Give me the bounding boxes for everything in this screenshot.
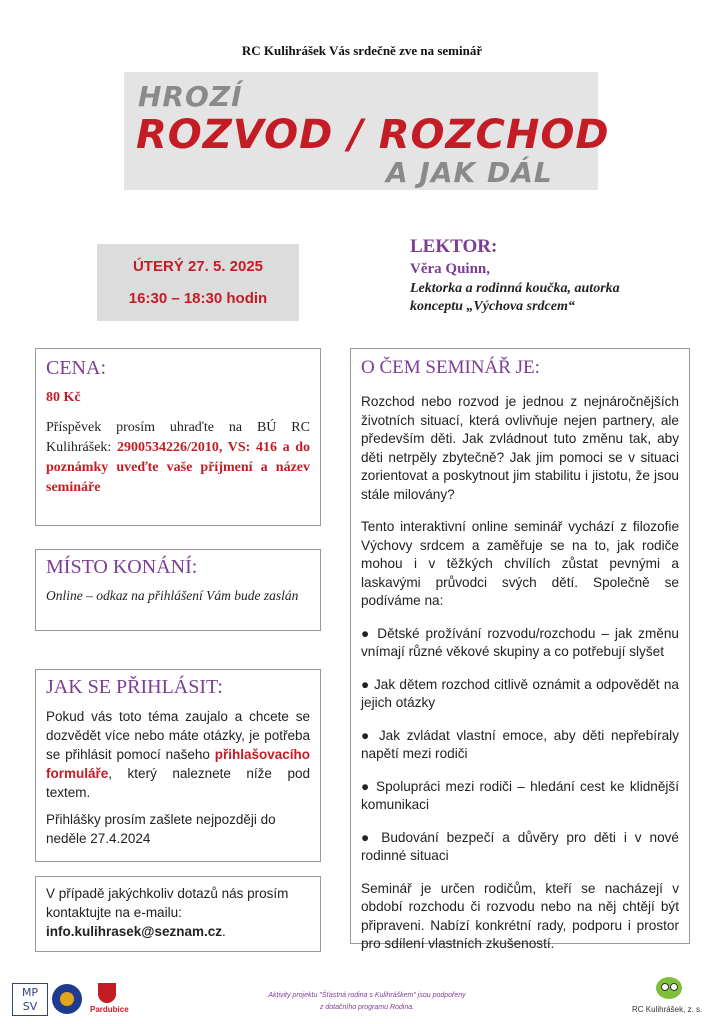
org-name: RC Kulihrášek, z. s.	[632, 1005, 703, 1014]
price-amount: 80 Kč	[46, 390, 81, 405]
signup-box	[35, 669, 321, 862]
about-bullet-4: ● Spolupráci mezi rodiči – hledání cest ke klidnější komunikaci	[361, 778, 679, 812]
payment-info	[46, 418, 310, 498]
lecturer-heading: LEKTOR:	[410, 236, 498, 257]
about-bullet-1: ● Dětské prožívání rozvodu/rozchodu – jak změnu vnímají různé věkové skupiny a co potřebují slyšet	[361, 625, 679, 659]
signup-deadline: Přihlášky prosím zašlete nejpozději do neděle 27.4.2024	[46, 812, 276, 846]
title-banner	[124, 72, 610, 190]
payment-text: Příspěvek prosím uhraďte na BÚ RC Kulihrášek:	[46, 420, 310, 455]
lecturer-desc-line-1: Lektorka a rodinná koučka, autorka	[410, 281, 620, 296]
bank-account: 2900534226/2010, VS: 416 a do poznámky uveďte vaše příjmení a název semináře	[46, 440, 311, 495]
about-box	[350, 348, 690, 951]
signup-text-end: , který naleznete níže pod textem.	[46, 766, 310, 800]
about-paragraph-3: Seminář je určen rodičům, kteří se nacházejí v období rozchodu či rozvodu nebo na něj chtějí být připraveni. Nabízí konkrétní rady, podporu i prostor pro sdílení vlastních zkušeností.	[361, 880, 679, 951]
contact-email[interactable]: info.kulihrasek@seznam.cz	[46, 924, 222, 939]
contact-text: V případě jakýchkoliv dotazů nás prosím kontaktujte na e-mailu:	[46, 886, 289, 920]
signup-text	[46, 707, 310, 802]
funding-note-line-1: Aktivity projektu "Šťastná rodina s Kulihráškem" jsou podpořeny	[268, 992, 466, 999]
kulihrasek-mascot-icon	[652, 973, 686, 1003]
contact-period: .	[221, 924, 226, 939]
signup-text-start: Pokud vás toto téma zaujalo a chcete se dozvědět více nebo máte otázky, je potřeba se přihlásit pomocí našeho	[46, 709, 310, 762]
family-emblem-logo	[52, 984, 82, 1014]
venue-text: Online – odkaz na přihlášení Vám bude zaslán	[46, 588, 299, 603]
invite-line: RC Kulihrášek Vás srdečně zve na seminář	[241, 43, 483, 58]
mpsv-logo: MP SV	[12, 983, 48, 1016]
funding-note	[232, 990, 502, 1014]
event-time: 16:30 – 18:30 hodin	[128, 290, 268, 307]
venue-heading: MÍSTO KONÁNÍ:	[46, 556, 198, 578]
venue-box	[35, 549, 321, 631]
about-heading: O ČEM SEMINÁŘ JE:	[361, 357, 540, 378]
banner-line-3: A JAK DÁL	[386, 156, 553, 189]
lecturer-name: Věra Quinn,	[410, 261, 491, 277]
banner-line-2: ROZVOD / ROZCHOD	[136, 112, 610, 158]
signup-heading: JAK SE PŘIHLÁSIT:	[46, 676, 223, 698]
lecturer-description	[410, 280, 690, 316]
price-heading: CENA:	[46, 357, 106, 379]
about-bullet-2: ● Jak dětem rozchod citlivě oznámit a odpovědět na jejich otázky	[361, 676, 679, 710]
pardubice-shield-icon	[98, 983, 116, 1003]
funding-note-line-2: z dotačního programu Rodina.	[319, 1004, 415, 1011]
about-paragraph-1: Rozchod nebo rozvod je jednou z nejnáročnějších životních situací, která ovlivňuje nejen partnery, ale především děti. Jak zvládnout tuto změnu tak, aby děti netrpěly zbytečně? Jak jim pomoci se v situaci zorientovat a poskytnout jim stabilitu i jistotu, že jsou stále milovány?	[361, 394, 679, 502]
event-day: ÚTERÝ 27. 5. 2025	[132, 258, 264, 275]
banner-line-1: HROZÍ	[138, 80, 243, 113]
pardubice-label: Pardubice	[90, 1005, 129, 1014]
about-paragraph-2: Tento interaktivní online seminář vychází z filozofie Výchovy srdcem a zaměřuje se na to, jak rodiče mohou i v těžkých chvílích zůstat pevnými a laskavými průvodci svých dětí. Společně se podíváme na:	[361, 519, 679, 608]
date-box	[97, 244, 299, 321]
about-bullet-5: ● Budování bezpečí a důvěry pro děti i v nové rodinné situaci	[361, 829, 679, 863]
about-bullet-3: ● Jak zvládat vlastní emoce, aby děti nepřebíraly napětí mezi rodiči	[361, 727, 679, 761]
pardubice-logo	[90, 983, 129, 1017]
price-box	[35, 348, 321, 526]
lecturer-desc-line-2: konceptu „Výchova srdcem“	[410, 299, 575, 314]
contact-box	[35, 876, 321, 952]
signup-form-link[interactable]: přihlašovacího formuláře	[46, 747, 310, 781]
